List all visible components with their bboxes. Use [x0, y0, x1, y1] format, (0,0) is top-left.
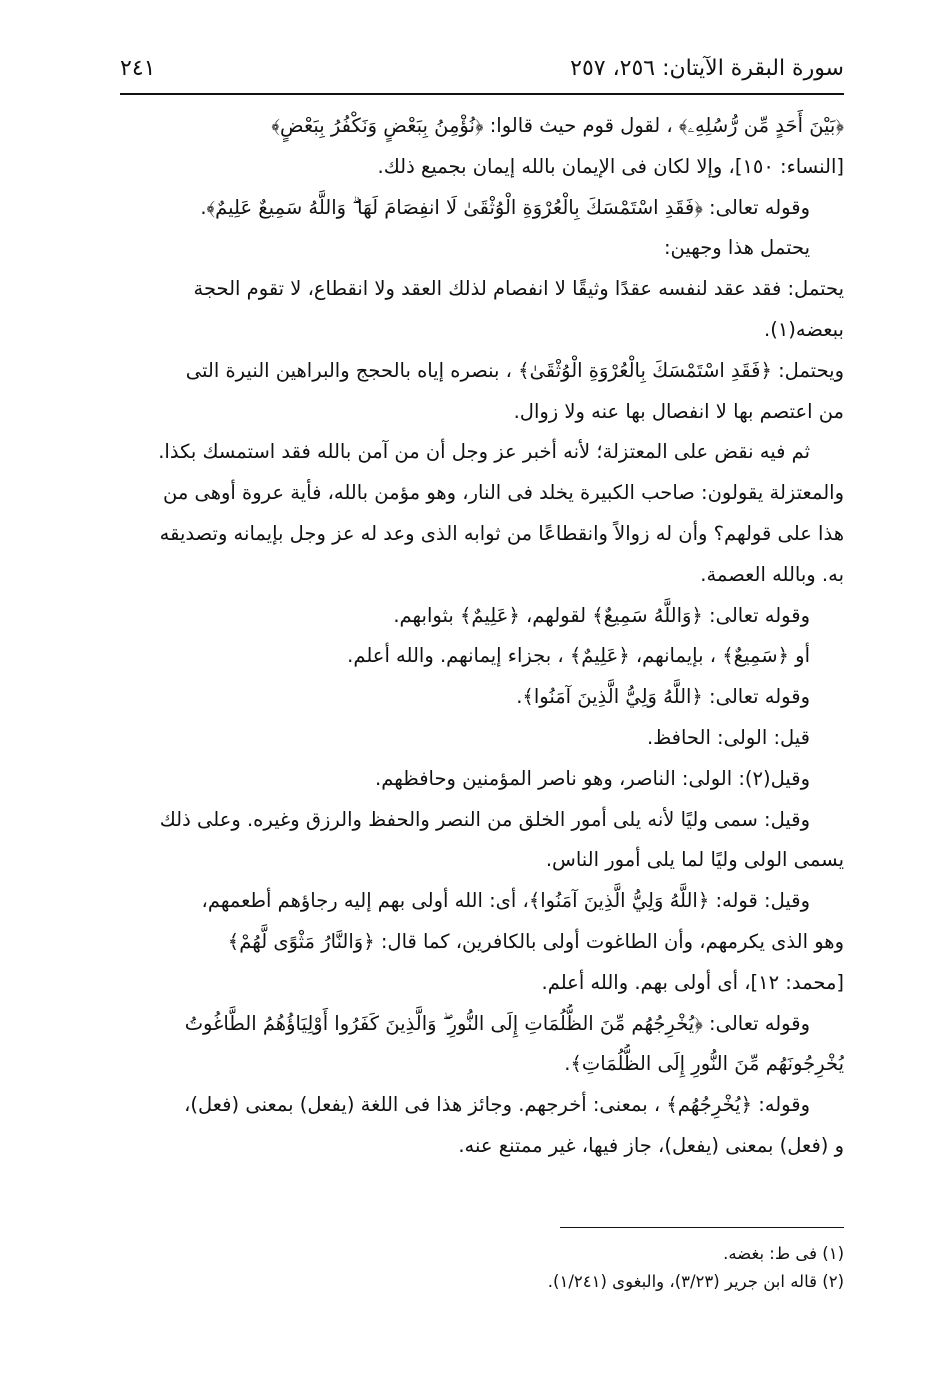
text-line: والمعتزلة يقولون: صاحب الكبيرة يخلد فى النار، وهو مؤمن بالله، فأية عروة أوهى من [162, 481, 844, 505]
header-title: سورة البقرة الآيتان: ٢٥٦، ٢٥٧ [570, 56, 844, 81]
text-line: ﴿بَيْنَ أَحَدٍ مِّن رُّسُلِهِۦ﴾ ، لقول قوم حيث قالوا: ﴿نُؤْمِنُ بِبَعْضٍ وَنَكْفُرُ بِبَعْضٍ﴾ [271, 114, 844, 137]
text-line: وهو الذى يكرمهم، وأن الطاغوت أولى بالكافرين، كما قال: ﴿وَالنَّارُ مَثْوًى لَّهُمْ﴾ [227, 929, 844, 953]
text-line: هذا على قولهم؟ وأن له زوالاً وانقطاعًا من ثوابه الذى وعد له عز وجل بإيمانه وتصديقه [159, 521, 844, 545]
text-line: به. وبالله العصمة. [700, 562, 844, 586]
text-line: ثم فيه نقض على المعتزلة؛ لأنه أخبر عز وجل أن من آمن بالله فقد استمسك بكذا. [158, 440, 810, 464]
text-line: وقوله: ﴿يُخْرِجُهُم﴾ ، بمعنى: أخرجهم. وجائز هذا فى اللغة (يفعل) بمعنى (فعل)، [184, 1093, 810, 1117]
text-line: وقوله تعالى: ﴿وَاللَّهُ سَمِيعٌ﴾ لقولهم، ﴿عَلِيمٌ﴾ بثوابهم. [393, 603, 810, 627]
footnote: (٢) قاله ابن جرير (٣/٢٣)، والبغوى (١/٢٤١). [547, 1272, 844, 1291]
text-line: وقيل: قوله: ﴿اللَّهُ وَلِيُّ الَّذِينَ آمَنُوا﴾، أى: الله أولى بهم إليه رجاؤهم أطعمهم، [201, 889, 810, 913]
text-line: أو ﴿سَمِيعٌ﴾ ، بإيمانهم، ﴿عَلِيمٌ﴾ ، بجزاء إيمانهم. والله أعلم. [347, 644, 810, 668]
footnote-separator [560, 1227, 844, 1228]
text-line: [محمد: ١٢]، أى أولى بهم. والله أعلم. [541, 970, 844, 994]
text-line: يحتمل: فقد عقد لنفسه عقدًا وثيقًا لا انفصام لذلك العقد ولا انقطاع، لا تقوم الحجة [193, 277, 844, 301]
page-number: ٢٤١ [120, 56, 156, 81]
footnote: (١) فى ط: بغضه. [723, 1244, 844, 1263]
text-line: يسمى الولى وليًا لما يلى أمور الناس. [545, 848, 844, 872]
text-line: وقيل: سمى وليًا لأنه يلى أمور الخلق من النصر والحفظ والرزق وغيره. وعلى ذلك [159, 807, 810, 831]
body-text [120, 106, 844, 1167]
text-line: ويحتمل: ﴿فَقَدِ اسْتَمْسَكَ بِالْعُرْوَةِ الْوُثْقَىٰ﴾ ، بنصره إياه بالحجج والبراهين النيرة التى [185, 358, 844, 382]
text-line: وقيل(٢): الولى: الناصر، وهو ناصر المؤمنين وحافظهم. [375, 766, 810, 790]
text-line: قيل: الولى: الحافظ. [646, 725, 810, 749]
header-rule [120, 93, 844, 95]
footnotes [120, 1240, 844, 1296]
text-line: يُخْرِجُونَهُم مِّنَ النُّورِ إِلَى الظُّلُمَاتِ﴾. [564, 1052, 844, 1076]
text-line: يحتمل هذا وجهين: [663, 236, 810, 260]
text-line: [النساء: ١٥٠]، وإلا لكان فى الإيمان بالله إيمان بجميع ذلك. [377, 154, 844, 178]
running-header [120, 52, 844, 88]
text-line: و (فعل) بمعنى (يفعل)، جاز فيها، غير ممتنع عنه. [458, 1133, 844, 1157]
text-line: من اعتصم بها لا انفصال بها عنه ولا زوال. [513, 399, 844, 423]
text-line: وقوله تعالى: ﴿فَقَدِ اسْتَمْسَكَ بِالْعُرْوَةِ الْوُثْقَىٰ لَا انفِصَامَ لَهَا ۗ وَاللَّهُ سَمِيعٌ عَلِيمٌ﴾. [200, 195, 810, 219]
text-line: ببعضه(١). [764, 317, 844, 341]
text-line: وقوله تعالى: ﴿يُخْرِجُهُم مِّنَ الظُّلُمَاتِ إِلَى النُّورِ ۖ وَالَّذِينَ كَفَرُوا أَوْلِيَاؤُهُمُ الطَّاغُوتُ [184, 1011, 810, 1035]
text-line: وقوله تعالى: ﴿اللَّهُ وَلِيُّ الَّذِينَ آمَنُوا﴾. [516, 685, 810, 709]
